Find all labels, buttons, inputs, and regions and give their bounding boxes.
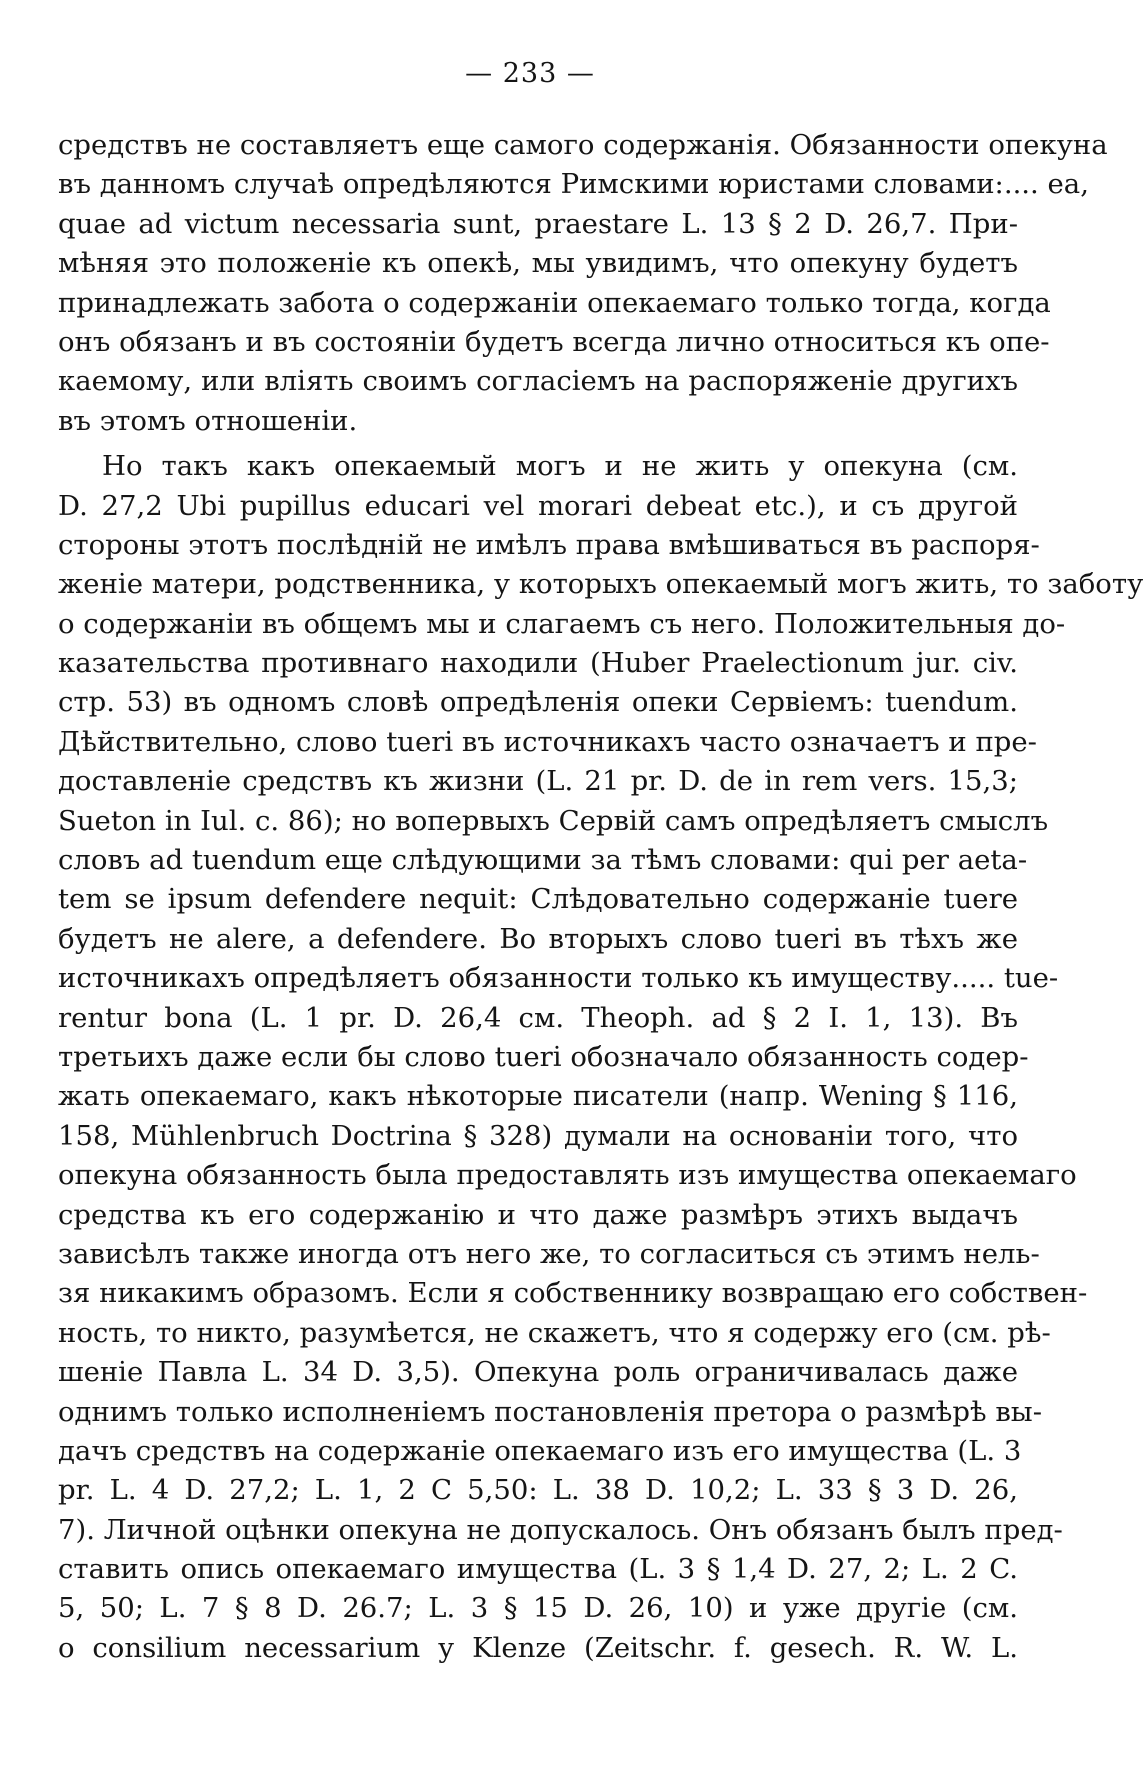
text-line: въ данномъ случаѣ опредѣляются Римскими юристами словами:.... ea, <box>58 168 1089 201</box>
text-line: опекуна обязанность была предоставлять изъ имущества опекаемаго <box>58 1159 1077 1192</box>
text-line: quae ad victum necessaria sunt, praestare L. 13 § 2 D. 26,7. При- <box>58 207 1018 240</box>
text-line: однимъ только исполненіемъ постановленія претора о размѣрѣ вы- <box>58 1395 1042 1428</box>
text-line: D. 27,2 Ubi pupillus educari vel morari debeat etc.), и съ другой <box>58 489 1018 522</box>
body-text <box>58 126 1143 1668</box>
text-line: доставленіе средствъ къ жизни (L. 21 pr. D. de in rem vers. 15,3; <box>58 765 1018 798</box>
text-line: средства къ его содержанію и что даже размѣръ этихъ выдачъ <box>58 1198 1018 1231</box>
paragraph-2 <box>58 447 1143 1668</box>
text-line: 7). Личной оцѣнки опекуна не допускалось. Онъ обязанъ былъ пред- <box>58 1513 1063 1546</box>
text-line: въ этомъ отношеніи. <box>58 404 358 437</box>
text-line: tem se ipsum defendere nequit: Слѣдовательно содержаніе tuere <box>58 883 1018 916</box>
text-line: зависѣлъ также иногда отъ него же, то согласиться съ этимъ нель- <box>58 1237 1040 1270</box>
text-line: третьихъ даже если бы слово tueri обозначало обязанность содер- <box>58 1040 1029 1073</box>
text-line: мѣняя это положеніе къ опекѣ, мы увидимъ, что опекуну будетъ <box>58 247 1018 280</box>
text-line: Sueton in Iul. c. 86); но вопервыхъ Сервій самъ опредѣляетъ смыслъ <box>58 804 1049 837</box>
text-line: зя никакимъ образомъ. Если я собственнику возвращаю его собствен- <box>58 1277 1088 1310</box>
text-line: дачъ средствъ на содержаніе опекаемаго изъ его имущества (L. 3 <box>58 1434 1022 1467</box>
text-line: ность, то никто, разумѣется, не скажетъ, что я содержу его (см. рѣ- <box>58 1316 1051 1349</box>
text-line: Но такъ какъ опекаемый могъ и не жить у опекуна (см. <box>102 450 1018 483</box>
text-line: 5, 50; L. 7 § 8 D. 26.7; L. 3 § 15 D. 26, 10) и уже другіе (см. <box>58 1592 1018 1625</box>
text-line: pr. L. 4 D. 27,2; L. 1, 2 C 5,50: L. 38 D. 10,2; L. 33 § 3 D. 26, <box>58 1474 1018 1507</box>
page-number: — 233 — <box>465 58 595 89</box>
text-line: шеніе Павла L. 34 D. 3,5). Опекуна роль ограничивалась даже <box>58 1356 1018 1389</box>
text-line: онъ обязанъ и въ состояніи будетъ всегда лично относиться къ опе- <box>58 325 1050 358</box>
text-line: каемому, или вліять своимъ согласіемъ на распоряженіе другихъ <box>58 365 1018 398</box>
text-line: ставить опись опекаемаго имущества (L. 3 § 1,4 D. 27, 2; L. 2 C. <box>58 1553 1018 1586</box>
text-line: 158, Mühlenbruch Doctrina § 328) думали на основаніи того, что <box>58 1119 1018 1152</box>
text-line: о содержаніи въ общемъ мы и слагаемъ съ него. Положительныя до- <box>58 607 1066 640</box>
text-line: o consilium necessarium у Klenze (Zeitschr. f. gesech. R. W. L. <box>58 1631 1018 1664</box>
text-line: средствъ не составляетъ еще самого содержанія. Обязанности опекуна <box>58 129 1108 161</box>
paragraph-1 <box>58 126 1108 441</box>
text-line: стр. 53) въ одномъ словѣ опредѣленія опеки Сервіемъ: tuendum. <box>58 686 1018 719</box>
text-line: источникахъ опредѣляетъ обязанности только къ имуществу..... tue- <box>58 962 1059 995</box>
text-line: женіе матери, родственника, у которыхъ опекаемый могъ жить, то заботу <box>58 568 1143 601</box>
text-line: принадлежать забота о содержаніи опекаемаго только тогда, когда <box>58 286 1051 319</box>
text-line: стороны этотъ послѣдній не имѣлъ права вмѣшиваться въ распоря- <box>58 528 1040 561</box>
text-line: Дѣйствительно, слово tueri въ источникахъ часто означаетъ и пре- <box>58 725 1037 758</box>
text-line: rentur bona (L. 1 pr. D. 26,4 см. Theoph. ad § 2 I. 1, 13). Въ <box>58 1001 1018 1034</box>
text-line: казательства противнаго находили (Huber Praelectionum jur. civ. <box>58 647 1018 680</box>
text-line: жать опекаемаго, какъ нѣкоторые писатели (напр. Wening § 116, <box>58 1080 1018 1113</box>
text-line: будетъ не alere, а defendere. Во вторыхъ слово tueri въ тѣхъ же <box>58 922 1018 955</box>
text-line: словъ ad tuendum еще слѣдующими за тѣмъ словами: qui per aeta- <box>58 844 1028 877</box>
